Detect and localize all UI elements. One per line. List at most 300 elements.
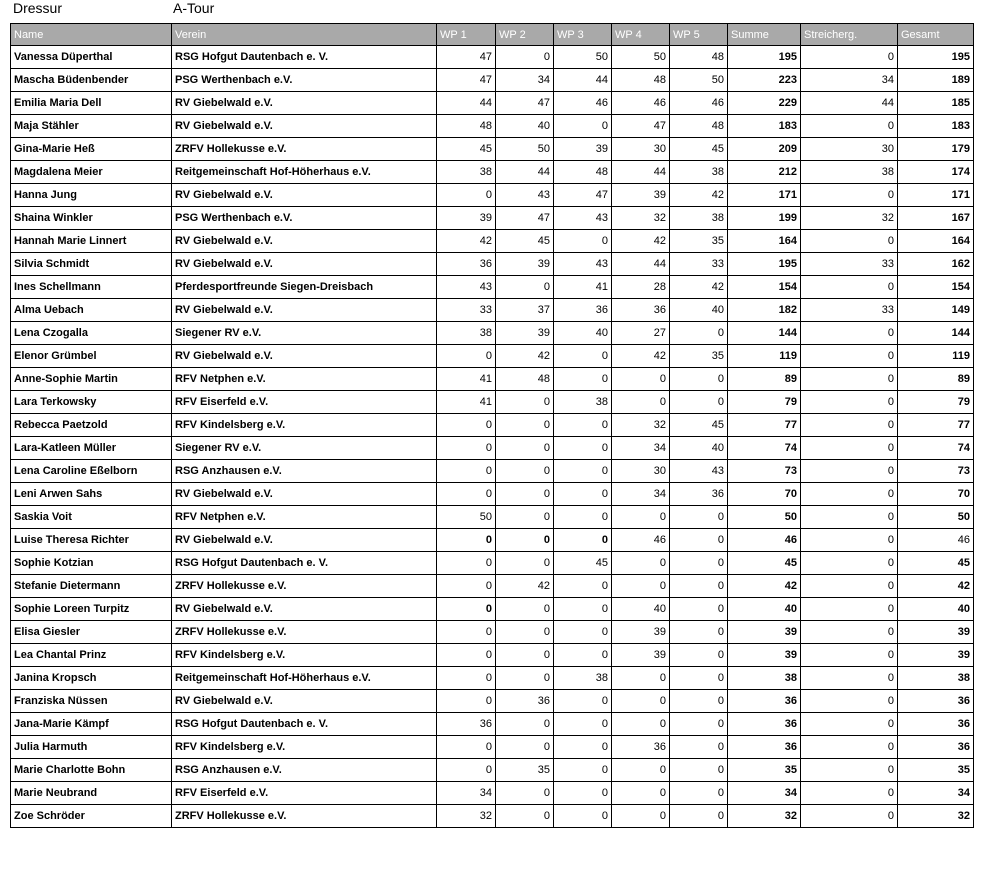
wp2-score-cell: 39 <box>496 253 554 276</box>
streichergebnis-cell: 0 <box>801 621 898 644</box>
wp2-score-cell: 35 <box>496 759 554 782</box>
wp1-score-cell: 34 <box>437 782 496 805</box>
wp4-score-cell: 0 <box>612 690 670 713</box>
streichergebnis-cell: 0 <box>801 322 898 345</box>
summe-cell: 50 <box>728 506 801 529</box>
rider-name-cell: Shaina Winkler <box>11 207 172 230</box>
summe-cell: 45 <box>728 552 801 575</box>
wp2-score-cell: 0 <box>496 805 554 828</box>
wp4-score-cell: 0 <box>612 782 670 805</box>
summe-cell: 229 <box>728 92 801 115</box>
wp5-score-cell: 35 <box>670 345 728 368</box>
gesamt-cell: 74 <box>898 437 974 460</box>
wp2-score-cell: 0 <box>496 276 554 299</box>
club-cell: RV Giebelwald e.V. <box>172 115 437 138</box>
wp4-score-cell: 39 <box>612 621 670 644</box>
column-header-name: Name <box>11 24 172 46</box>
summe-cell: 42 <box>728 575 801 598</box>
summe-cell: 195 <box>728 46 801 69</box>
gesamt-cell: 179 <box>898 138 974 161</box>
club-cell: RV Giebelwald e.V. <box>172 345 437 368</box>
table-row <box>11 161 974 184</box>
table-row <box>11 529 974 552</box>
streichergebnis-cell: 0 <box>801 552 898 575</box>
wp2-score-cell: 40 <box>496 115 554 138</box>
wp1-score-cell: 38 <box>437 322 496 345</box>
wp2-score-cell: 42 <box>496 575 554 598</box>
wp1-score-cell: 36 <box>437 253 496 276</box>
summe-cell: 182 <box>728 299 801 322</box>
wp1-score-cell: 0 <box>437 667 496 690</box>
wp1-score-cell: 41 <box>437 391 496 414</box>
wp3-score-cell: 0 <box>554 368 612 391</box>
streichergebnis-cell: 0 <box>801 598 898 621</box>
wp1-score-cell: 0 <box>437 529 496 552</box>
wp1-score-cell: 0 <box>437 184 496 207</box>
streichergebnis-cell: 34 <box>801 69 898 92</box>
table-row <box>11 207 974 230</box>
summe-cell: 35 <box>728 759 801 782</box>
wp5-score-cell: 45 <box>670 414 728 437</box>
summe-cell: 36 <box>728 690 801 713</box>
wp4-score-cell: 50 <box>612 46 670 69</box>
streichergebnis-cell: 0 <box>801 368 898 391</box>
table-row <box>11 46 974 69</box>
rider-name-cell: Janina Kropsch <box>11 667 172 690</box>
wp3-score-cell: 0 <box>554 759 612 782</box>
gesamt-cell: 195 <box>898 46 974 69</box>
column-header-wp4: WP 4 <box>612 24 670 46</box>
table-row <box>11 184 974 207</box>
gesamt-cell: 79 <box>898 391 974 414</box>
gesamt-cell: 77 <box>898 414 974 437</box>
rider-name-cell: Emilia Maria Dell <box>11 92 172 115</box>
wp1-score-cell: 44 <box>437 92 496 115</box>
streichergebnis-cell: 0 <box>801 667 898 690</box>
club-cell: Reitgemeinschaft Hof-Höherhaus e.V. <box>172 667 437 690</box>
wp2-score-cell: 0 <box>496 782 554 805</box>
wp1-score-cell: 0 <box>437 460 496 483</box>
rider-name-cell: Anne-Sophie Martin <box>11 368 172 391</box>
tour-title: A-Tour <box>173 0 215 16</box>
wp2-score-cell: 0 <box>496 460 554 483</box>
wp3-score-cell: 39 <box>554 138 612 161</box>
rider-name-cell: Saskia Voit <box>11 506 172 529</box>
wp5-score-cell: 36 <box>670 483 728 506</box>
column-header-wp3: WP 3 <box>554 24 612 46</box>
rider-name-cell: Vanessa Düperthal <box>11 46 172 69</box>
wp3-score-cell: 0 <box>554 460 612 483</box>
rider-name-cell: Leni Arwen Sahs <box>11 483 172 506</box>
wp1-score-cell: 50 <box>437 506 496 529</box>
club-cell: RFV Eiserfeld e.V. <box>172 782 437 805</box>
gesamt-cell: 174 <box>898 161 974 184</box>
wp2-score-cell: 0 <box>496 483 554 506</box>
summe-cell: 89 <box>728 368 801 391</box>
club-cell: RV Giebelwald e.V. <box>172 598 437 621</box>
summe-cell: 144 <box>728 322 801 345</box>
rider-name-cell: Lea Chantal Prinz <box>11 644 172 667</box>
wp2-score-cell: 0 <box>496 621 554 644</box>
club-cell: RFV Kindelsberg e.V. <box>172 414 437 437</box>
wp5-score-cell: 0 <box>670 805 728 828</box>
wp2-score-cell: 0 <box>496 644 554 667</box>
wp4-score-cell: 34 <box>612 437 670 460</box>
gesamt-cell: 39 <box>898 621 974 644</box>
streichergebnis-cell: 0 <box>801 460 898 483</box>
rider-name-cell: Hanna Jung <box>11 184 172 207</box>
rider-name-cell: Silvia Schmidt <box>11 253 172 276</box>
wp1-score-cell: 39 <box>437 207 496 230</box>
club-cell: RFV Eiserfeld e.V. <box>172 391 437 414</box>
club-cell: ZRFV Hollekusse e.V. <box>172 805 437 828</box>
wp2-score-cell: 44 <box>496 161 554 184</box>
table-row <box>11 253 974 276</box>
wp3-score-cell: 0 <box>554 345 612 368</box>
wp5-score-cell: 0 <box>670 667 728 690</box>
club-cell: ZRFV Hollekusse e.V. <box>172 575 437 598</box>
table-row <box>11 414 974 437</box>
wp3-score-cell: 0 <box>554 575 612 598</box>
club-cell: RSG Hofgut Dautenbach e. V. <box>172 552 437 575</box>
wp4-score-cell: 32 <box>612 207 670 230</box>
summe-cell: 39 <box>728 644 801 667</box>
club-cell: RFV Kindelsberg e.V. <box>172 644 437 667</box>
club-cell: ZRFV Hollekusse e.V. <box>172 621 437 644</box>
wp2-score-cell: 50 <box>496 138 554 161</box>
rider-name-cell: Lara Terkowsky <box>11 391 172 414</box>
wp3-score-cell: 47 <box>554 184 612 207</box>
wp4-score-cell: 39 <box>612 644 670 667</box>
wp1-score-cell: 0 <box>437 736 496 759</box>
wp3-score-cell: 46 <box>554 92 612 115</box>
wp5-score-cell: 48 <box>670 115 728 138</box>
gesamt-cell: 40 <box>898 598 974 621</box>
wp2-score-cell: 0 <box>496 713 554 736</box>
rider-name-cell: Marie Neubrand <box>11 782 172 805</box>
wp2-score-cell: 47 <box>496 207 554 230</box>
gesamt-cell: 162 <box>898 253 974 276</box>
wp3-score-cell: 44 <box>554 69 612 92</box>
table-row <box>11 69 974 92</box>
gesamt-cell: 42 <box>898 575 974 598</box>
summe-cell: 195 <box>728 253 801 276</box>
wp2-score-cell: 43 <box>496 184 554 207</box>
streichergebnis-cell: 0 <box>801 391 898 414</box>
gesamt-cell: 39 <box>898 644 974 667</box>
wp1-score-cell: 0 <box>437 414 496 437</box>
wp1-score-cell: 0 <box>437 598 496 621</box>
wp2-score-cell: 0 <box>496 552 554 575</box>
table-row <box>11 506 974 529</box>
wp2-score-cell: 0 <box>496 598 554 621</box>
table-row <box>11 690 974 713</box>
wp4-score-cell: 0 <box>612 575 670 598</box>
wp3-score-cell: 43 <box>554 207 612 230</box>
wp3-score-cell: 45 <box>554 552 612 575</box>
summe-cell: 77 <box>728 414 801 437</box>
wp5-score-cell: 33 <box>670 253 728 276</box>
club-cell: RV Giebelwald e.V. <box>172 253 437 276</box>
rider-name-cell: Lara-Katleen Müller <box>11 437 172 460</box>
wp1-score-cell: 41 <box>437 368 496 391</box>
wp1-score-cell: 0 <box>437 690 496 713</box>
wp2-score-cell: 0 <box>496 46 554 69</box>
wp2-score-cell: 45 <box>496 230 554 253</box>
wp4-score-cell: 0 <box>612 713 670 736</box>
wp5-score-cell: 46 <box>670 92 728 115</box>
summe-cell: 73 <box>728 460 801 483</box>
rider-name-cell: Ines Schellmann <box>11 276 172 299</box>
summe-cell: 74 <box>728 437 801 460</box>
wp4-score-cell: 27 <box>612 322 670 345</box>
table-row <box>11 391 974 414</box>
column-header-club: Verein <box>172 24 437 46</box>
club-cell: ZRFV Hollekusse e.V. <box>172 138 437 161</box>
summe-cell: 119 <box>728 345 801 368</box>
wp3-score-cell: 38 <box>554 391 612 414</box>
streichergebnis-cell: 0 <box>801 690 898 713</box>
club-cell: RV Giebelwald e.V. <box>172 529 437 552</box>
summe-cell: 79 <box>728 391 801 414</box>
wp4-score-cell: 0 <box>612 391 670 414</box>
streichergebnis-cell: 0 <box>801 184 898 207</box>
table-row <box>11 115 974 138</box>
column-header-streicherg: Streicherg. <box>801 24 898 46</box>
club-cell: RFV Kindelsberg e.V. <box>172 736 437 759</box>
wp1-score-cell: 0 <box>437 644 496 667</box>
wp4-score-cell: 42 <box>612 345 670 368</box>
wp5-score-cell: 40 <box>670 437 728 460</box>
wp3-score-cell: 48 <box>554 161 612 184</box>
rider-name-cell: Elisa Giesler <box>11 621 172 644</box>
wp1-score-cell: 36 <box>437 713 496 736</box>
wp2-score-cell: 0 <box>496 529 554 552</box>
streichergebnis-cell: 0 <box>801 805 898 828</box>
summe-cell: 34 <box>728 782 801 805</box>
gesamt-cell: 32 <box>898 805 974 828</box>
gesamt-cell: 167 <box>898 207 974 230</box>
rider-name-cell: Hannah Marie Linnert <box>11 230 172 253</box>
wp2-score-cell: 47 <box>496 92 554 115</box>
summe-cell: 199 <box>728 207 801 230</box>
wp5-score-cell: 0 <box>670 736 728 759</box>
column-header-wp5: WP 5 <box>670 24 728 46</box>
rider-name-cell: Zoe Schröder <box>11 805 172 828</box>
wp4-score-cell: 0 <box>612 552 670 575</box>
club-cell: PSG Werthenbach e.V. <box>172 207 437 230</box>
wp5-score-cell: 43 <box>670 460 728 483</box>
rider-name-cell: Mascha Büdenbender <box>11 69 172 92</box>
summe-cell: 32 <box>728 805 801 828</box>
wp5-score-cell: 45 <box>670 138 728 161</box>
wp2-score-cell: 0 <box>496 391 554 414</box>
wp5-score-cell: 35 <box>670 230 728 253</box>
wp5-score-cell: 50 <box>670 69 728 92</box>
wp1-score-cell: 47 <box>437 69 496 92</box>
summe-cell: 223 <box>728 69 801 92</box>
wp5-score-cell: 0 <box>670 368 728 391</box>
club-cell: RV Giebelwald e.V. <box>172 483 437 506</box>
wp5-score-cell: 40 <box>670 299 728 322</box>
gesamt-cell: 89 <box>898 368 974 391</box>
wp4-score-cell: 30 <box>612 460 670 483</box>
table-row <box>11 437 974 460</box>
wp2-score-cell: 36 <box>496 690 554 713</box>
wp1-score-cell: 0 <box>437 345 496 368</box>
streichergebnis-cell: 0 <box>801 529 898 552</box>
wp3-score-cell: 36 <box>554 299 612 322</box>
table-row <box>11 299 974 322</box>
table-row <box>11 667 974 690</box>
gesamt-cell: 70 <box>898 483 974 506</box>
wp4-score-cell: 39 <box>612 184 670 207</box>
wp5-score-cell: 48 <box>670 46 728 69</box>
wp3-score-cell: 0 <box>554 690 612 713</box>
streichergebnis-cell: 0 <box>801 345 898 368</box>
table-row <box>11 759 974 782</box>
rider-name-cell: Jana-Marie Kämpf <box>11 713 172 736</box>
table-row <box>11 276 974 299</box>
wp2-score-cell: 34 <box>496 69 554 92</box>
table-row <box>11 345 974 368</box>
wp3-score-cell: 0 <box>554 736 612 759</box>
wp1-score-cell: 45 <box>437 138 496 161</box>
wp2-score-cell: 0 <box>496 667 554 690</box>
wp4-score-cell: 36 <box>612 299 670 322</box>
wp1-score-cell: 0 <box>437 483 496 506</box>
club-cell: RFV Netphen e.V. <box>172 368 437 391</box>
streichergebnis-cell: 0 <box>801 115 898 138</box>
rider-name-cell: Stefanie Dietermann <box>11 575 172 598</box>
club-cell: PSG Werthenbach e.V. <box>172 69 437 92</box>
wp5-score-cell: 0 <box>670 713 728 736</box>
summe-cell: 38 <box>728 667 801 690</box>
rider-name-cell: Lena Czogalla <box>11 322 172 345</box>
wp3-score-cell: 0 <box>554 230 612 253</box>
gesamt-cell: 171 <box>898 184 974 207</box>
wp3-score-cell: 0 <box>554 805 612 828</box>
gesamt-cell: 36 <box>898 690 974 713</box>
gesamt-cell: 144 <box>898 322 974 345</box>
gesamt-cell: 189 <box>898 69 974 92</box>
wp4-score-cell: 40 <box>612 598 670 621</box>
gesamt-cell: 35 <box>898 759 974 782</box>
wp4-score-cell: 48 <box>612 69 670 92</box>
table-row <box>11 483 974 506</box>
wp5-score-cell: 0 <box>670 782 728 805</box>
rider-name-cell: Marie Charlotte Bohn <box>11 759 172 782</box>
club-cell: Siegener RV e.V. <box>172 437 437 460</box>
wp3-score-cell: 0 <box>554 713 612 736</box>
wp2-score-cell: 0 <box>496 506 554 529</box>
club-cell: RV Giebelwald e.V. <box>172 690 437 713</box>
rider-name-cell: Luise Theresa Richter <box>11 529 172 552</box>
gesamt-cell: 50 <box>898 506 974 529</box>
gesamt-cell: 36 <box>898 736 974 759</box>
rider-name-cell: Julia Harmuth <box>11 736 172 759</box>
table-row <box>11 598 974 621</box>
wp1-score-cell: 33 <box>437 299 496 322</box>
wp3-score-cell: 0 <box>554 529 612 552</box>
wp5-score-cell: 42 <box>670 184 728 207</box>
wp2-score-cell: 0 <box>496 736 554 759</box>
table-row <box>11 138 974 161</box>
wp5-score-cell: 0 <box>670 391 728 414</box>
wp5-score-cell: 42 <box>670 276 728 299</box>
wp5-score-cell: 38 <box>670 207 728 230</box>
wp4-score-cell: 44 <box>612 253 670 276</box>
streichergebnis-cell: 33 <box>801 299 898 322</box>
wp5-score-cell: 0 <box>670 322 728 345</box>
wp4-score-cell: 34 <box>612 483 670 506</box>
streichergebnis-cell: 33 <box>801 253 898 276</box>
wp3-score-cell: 43 <box>554 253 612 276</box>
summe-cell: 36 <box>728 713 801 736</box>
gesamt-cell: 34 <box>898 782 974 805</box>
summe-cell: 164 <box>728 230 801 253</box>
wp4-score-cell: 28 <box>612 276 670 299</box>
table-row <box>11 782 974 805</box>
wp3-score-cell: 0 <box>554 598 612 621</box>
table-header-row <box>11 24 974 46</box>
wp4-score-cell: 36 <box>612 736 670 759</box>
rider-name-cell: Sophie Kotzian <box>11 552 172 575</box>
club-cell: Pferdesportfreunde Siegen-Dreisbach <box>172 276 437 299</box>
wp5-score-cell: 0 <box>670 759 728 782</box>
summe-cell: 154 <box>728 276 801 299</box>
rider-name-cell: Magdalena Meier <box>11 161 172 184</box>
wp1-score-cell: 38 <box>437 161 496 184</box>
streichergebnis-cell: 30 <box>801 138 898 161</box>
club-cell: RSG Anzhausen e.V. <box>172 460 437 483</box>
summe-cell: 209 <box>728 138 801 161</box>
wp2-score-cell: 0 <box>496 437 554 460</box>
wp1-score-cell: 48 <box>437 115 496 138</box>
wp3-score-cell: 0 <box>554 644 612 667</box>
wp1-score-cell: 47 <box>437 46 496 69</box>
gesamt-cell: 45 <box>898 552 974 575</box>
table-row <box>11 621 974 644</box>
table-row <box>11 368 974 391</box>
wp3-score-cell: 0 <box>554 483 612 506</box>
club-cell: Siegener RV e.V. <box>172 322 437 345</box>
wp4-score-cell: 46 <box>612 529 670 552</box>
wp3-score-cell: 0 <box>554 506 612 529</box>
table-row <box>11 230 974 253</box>
wp1-score-cell: 0 <box>437 621 496 644</box>
wp5-score-cell: 0 <box>670 552 728 575</box>
table-row <box>11 736 974 759</box>
streichergebnis-cell: 0 <box>801 414 898 437</box>
table-row <box>11 644 974 667</box>
summe-cell: 39 <box>728 621 801 644</box>
wp4-score-cell: 46 <box>612 92 670 115</box>
wp2-score-cell: 48 <box>496 368 554 391</box>
wp4-score-cell: 0 <box>612 368 670 391</box>
wp1-score-cell: 0 <box>437 575 496 598</box>
column-header-wp2: WP 2 <box>496 24 554 46</box>
gesamt-cell: 46 <box>898 529 974 552</box>
gesamt-cell: 164 <box>898 230 974 253</box>
wp3-score-cell: 41 <box>554 276 612 299</box>
rider-name-cell: Lena Caroline Eßelborn <box>11 460 172 483</box>
wp4-score-cell: 47 <box>612 115 670 138</box>
wp4-score-cell: 0 <box>612 506 670 529</box>
column-header-gesamt: Gesamt <box>898 24 974 46</box>
streichergebnis-cell: 0 <box>801 644 898 667</box>
table-row <box>11 460 974 483</box>
